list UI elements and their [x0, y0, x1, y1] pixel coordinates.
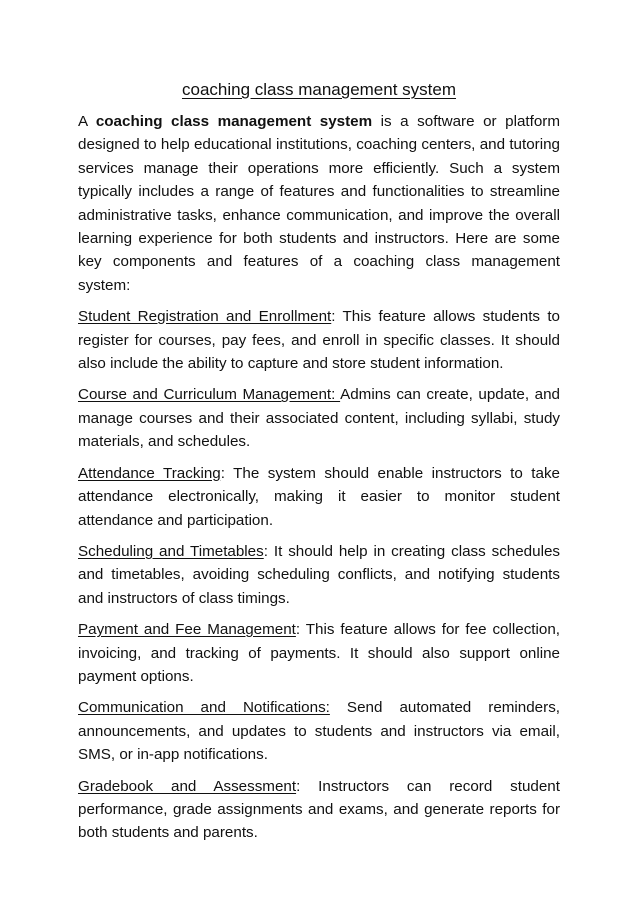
feature-body: : It should help in creating class schedules and timetables, avoiding scheduling conflicts, and notifying students and instructors of class timings.: [78, 542, 560, 607]
intro-bold-term: coaching class management system: [95, 113, 373, 130]
feature-paragraph: [78, 775, 560, 845]
feature-paragraph: [78, 696, 560, 766]
feature-paragraph: [78, 618, 560, 688]
feature-paragraph: [78, 540, 560, 610]
intro-paragraph: [78, 110, 560, 297]
feature-body: : This feature allows for fee collection, invoicing, and tracking of payments. It should also support online payment options.: [78, 621, 560, 685]
feature-body: : The system should enable instructors to take attendance electronically, making it easier to monitor student attendance and participation.: [78, 464, 560, 529]
feature-paragraph: [78, 305, 560, 375]
feature-heading: Payment and Fee Management: [78, 621, 296, 639]
feature-body: : Instructors can record student performance, grade assignments and exams, and generate reports for both students and parents.: [78, 777, 560, 842]
feature-heading: Course and Curriculum Management:: [78, 386, 341, 404]
feature-heading: Gradebook and Assessment: [78, 777, 297, 795]
feature-body: Send automated reminders, announcements, and updates to students and instructors via email, SMS, or in-app notifications.: [78, 699, 561, 764]
feature-heading: Communication and Notifications:: [78, 699, 330, 717]
feature-paragraph: [78, 383, 560, 453]
feature-heading: Student Registration and Enrollment: [78, 308, 332, 326]
feature-paragraph: [78, 462, 560, 532]
document-title: coaching class management system: [181, 80, 457, 99]
document-page: [78, 78, 560, 853]
intro-lead: A: [78, 113, 96, 130]
feature-body: Admins can create, update, and manage courses and their associated content, including syllabi, study materials, and schedules.: [78, 386, 561, 451]
feature-heading: Scheduling and Timetables: [78, 542, 264, 560]
intro-text: is a software or platform designed to help educational institutions, coaching centers, and tutoring services manage their operations more efficiently. Such a system typically includes a range of features and functionalities to streamline administrative tasks, enhance communication, and improve the overall learning experience for both students and instructors. Here are some key components and features of a coaching class management system:: [78, 113, 560, 294]
feature-body: : This feature allows students to register for courses, pay fees, and enroll in specific classes. It should also include the ability to capture and store student information.: [78, 308, 560, 373]
feature-heading: Attendance Tracking: [78, 464, 221, 482]
